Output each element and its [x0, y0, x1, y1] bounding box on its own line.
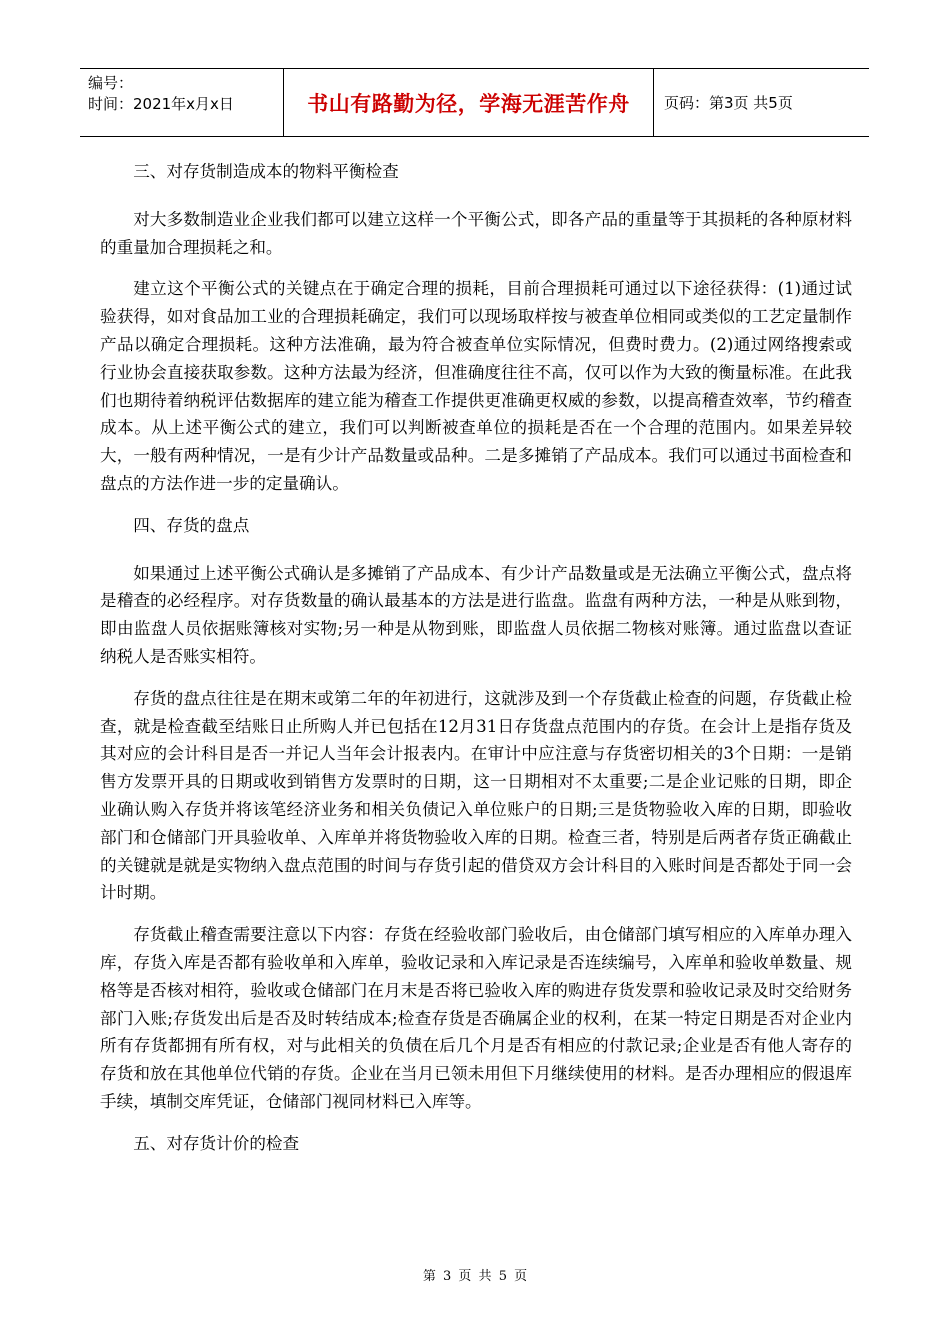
- header-motto-cell: [283, 69, 654, 136]
- page-footer: 第 3 页 共 5 页: [422, 1269, 528, 1284]
- document-body: [100, 158, 852, 1178]
- body-paragraph: 存货的盘点往往是在期末或第二年的年初进行，这就涉及到一个存货截止检查的问题，存货截止检查，就是检查截至结账日止所购人并已包括在12月31日存货盘点范围内的存货。在会计上是指存货及其对应的会计科目是否一并记人当年会计报表内。在审计中应注意与存货密切相关的3个日期：一是销售方发票开具的日期或收到销售方发票时的日期，这一日期相对不太重要;二是企业记账的日期，即企业确认购入存货并将该笔经济业务和相关负债记入单位账户的日期;三是货物验收入库的日期，即验收部门和仓储部门开具验收单、入库单并将货物验收入库的日期。检查三者，特别是后两者存货正确截止的关键就是就是实物纳入盘点范围的时间与存货引起的借贷双方会计科目的入账时间是否都处于同一会计时期。: [100, 688, 852, 903]
- header-page-info: 页码：第3页 共5页: [664, 94, 793, 112]
- document-time-label: 时间：2021年x月x日: [88, 95, 234, 113]
- body-paragraph: 如果通过上述平衡公式确认是多摊销了产品成本、有少计产品数量或是无法确立平衡公式，盘点将是稽查的必经程序。对存货数量的确认最基本的方法是进行监盘。监盘有两种方法，一种是从账到物，即由监盘人员依据账簿核对实物;另一种是从物到账，即监盘人员依据二物核对账簿。通过监盘以查证纳税人是否账实相符。: [100, 563, 852, 666]
- section-heading: 四、存货的盘点: [133, 515, 250, 535]
- section-heading: 三、对存货制造成本的物料平衡检查: [133, 162, 399, 181]
- header-meta: [80, 69, 283, 136]
- body-paragraph: 存货截止稽查需要注意以下内容：存货在经验收部门验收后，由仓储部门填写相应的入库单办理入库，存货入库是否都有验收单和入库单，验收记录和入库记录是否连续编号，入库单和验收单数量、规格等是否核对相符，验收或仓储部门在月末是否将已验收入库的购进存货发票和验收记录及时交给财务部门入账;存货发出后是否及时转结成本;检查存货是否确属企业的权利，在某一特定日期是否对企业内所有存货都拥有所有权，对与此相关的负债在后几个月是否有相应的付款记录;企业是否有他人寄存的存货和放在其他单位代销的存货。企业在当月已领未用但下月继续使用的材料。是否办理相应的假退库手续，填制交库凭证，仓储部门视同材料已入库等。: [100, 925, 852, 1111]
- page-header: [80, 68, 869, 137]
- header-motto: 书山有路勤为径，学海无涯苦作舟: [307, 91, 630, 116]
- document-number-label: 编号：: [88, 74, 134, 92]
- body-paragraph: 建立这个平衡公式的关键点在于确定合理的损耗，目前合理损耗可通过以下途径获得：(1)通过试验获得，如对食品加工业的合理损耗确定，我们可以现场取样按与被查单位相同或类似的工艺定量制作产品以确定合理损耗。这种方法准确，最为符合被查单位实际情况，但费时费力。(2)通过网络搜索或行业协会直接获取参数。这种方法最为经济，但准确度往往不高，仅可以作为大致的衡量标准。在此我们也期待着纳税评估数据库的建立能为稽查工作提供更准确更权威的参数，以提高稽查效率，节约稽查成本。从上述平衡公式的建立，我们可以判断被查单位的损耗是否在一个合理的范围内。如果差异较大，一般有两种情况，一是有少计产品数量或品种。二是多摊销了产品成本。我们可以通过书面检查和盘点的方法作进一步的定量确认。: [100, 279, 852, 493]
- section-heading: 五、对存货计价的检查: [133, 1133, 300, 1153]
- body-paragraph: 对大多数制造业企业我们都可以建立这样一个平衡公式，即各产品的重量等于其损耗的各种原材料的重量加合理损耗之和。: [100, 209, 852, 257]
